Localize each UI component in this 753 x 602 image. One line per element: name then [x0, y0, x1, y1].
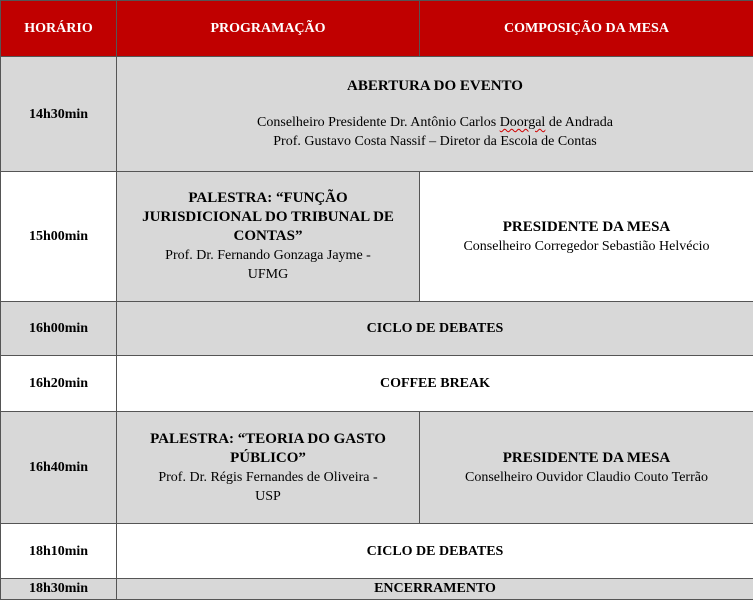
time-cell: 16h40min — [1, 412, 117, 524]
row-talk-1 — [1, 172, 753, 302]
talk-2-cell — [117, 412, 420, 524]
talk-1-speaker-2: UFMG — [247, 267, 289, 282]
talk-1-title-1: PALESTRA: “FUNÇÃO — [188, 190, 348, 206]
row-talk-2 — [1, 412, 753, 524]
row-debates-1 — [1, 302, 753, 356]
row-debates-2 — [1, 524, 753, 579]
row-opening — [1, 57, 753, 172]
header-program: PROGRAMAÇÃO — [117, 1, 420, 57]
panel-1-cell — [420, 172, 753, 302]
time-cell: 14h30min — [1, 57, 117, 172]
talk-2-title-2: PÚBLICO” — [230, 449, 306, 466]
panel-2-member: Conselheiro Ouvidor Claudio Couto Terrão — [465, 469, 708, 485]
opening-line-1: Conselheiro Presidente Dr. Antônio Carlos Doorgal de Andrada — [257, 115, 613, 130]
panel-1-title: PRESIDENTE DA MESA — [502, 218, 671, 235]
panel-2-title: PRESIDENTE DA MESA — [502, 449, 671, 466]
time-cell: 15h00min — [1, 172, 117, 302]
row-closing — [1, 579, 753, 600]
time-cell: 16h00min — [1, 302, 117, 356]
debates-1-cell: CICLO DE DEBATES — [117, 302, 753, 356]
time-cell: 18h10min — [1, 524, 117, 579]
row-coffee — [1, 356, 753, 412]
opening-title: ABERTURA DO EVENTO — [347, 78, 523, 94]
time-cell: 16h20min — [1, 356, 117, 412]
coffee-cell: COFFEE BREAK — [117, 356, 753, 412]
header-time: HORÁRIO — [1, 1, 117, 57]
talk-1-title-2: JURISDICIONAL DO TRIBUNAL DE — [142, 209, 394, 225]
opening-cell — [117, 57, 753, 172]
panel-2-cell — [420, 412, 753, 524]
misspelled-word: Doorgal — [499, 115, 546, 130]
panel-1-member: Conselheiro Corregedor Sebastião Helvécio — [463, 238, 710, 254]
talk-2-speaker-1: Prof. Dr. Régis Fernandes de Oliveira - — [158, 469, 378, 485]
debates-2-cell: CICLO DE DEBATES — [117, 524, 753, 579]
talk-2-speaker-2: USP — [255, 488, 281, 504]
closing-cell: ENCERRAMENTO — [117, 579, 753, 600]
talk-1-title-3: CONTAS” — [233, 228, 303, 244]
header-panel: COMPOSIÇÃO DA MESA — [420, 1, 753, 57]
opening-line-2: Prof. Gustavo Costa Nassif – Diretor da Escola de Contas — [273, 134, 597, 149]
header-row — [1, 1, 753, 57]
talk-2-title-1: PALESTRA: “TEORIA DO GASTO — [150, 430, 386, 447]
talk-1-speaker-1: Prof. Dr. Fernando Gonzaga Jayme - — [165, 248, 371, 263]
talk-1-cell — [117, 172, 420, 302]
time-cell: 18h30min — [1, 579, 117, 600]
